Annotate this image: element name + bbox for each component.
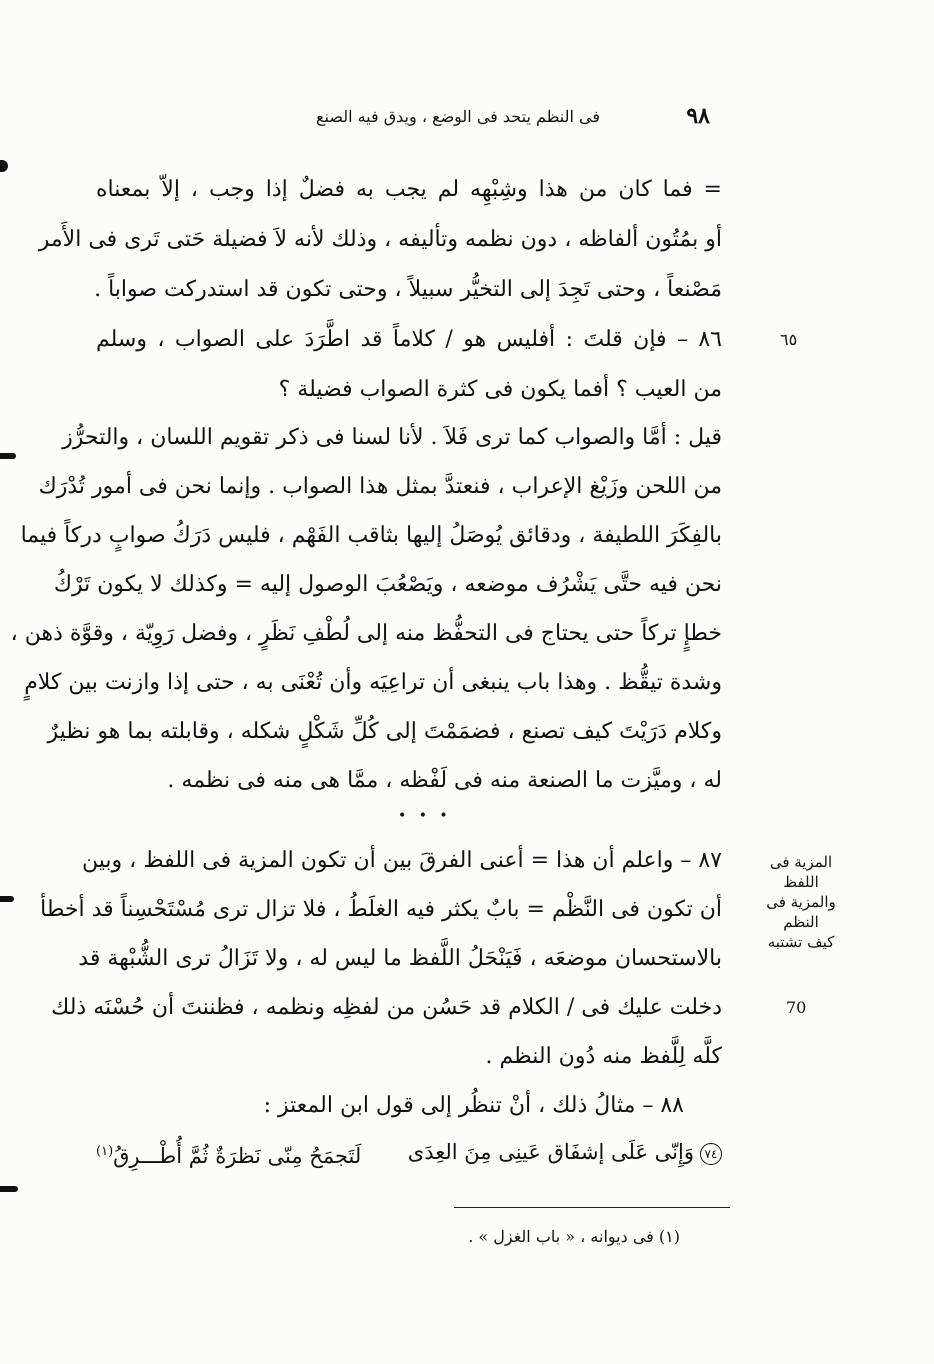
margin-line-number: ٦٥ [780, 330, 798, 349]
body-line: أن تكون فى النَّظْم = بابٌ يكثر فيه الغلَطُ ، فلا تزال ترى مُسْتَحْسِناً قد أخطأ [40, 897, 722, 922]
scan-mark [0, 896, 14, 902]
body-line: قيل : أمَّا والصواب كما ترى فَلاَ . لأنا لسنا فى ذكر تقويم اللسان ، والتحرُّز [62, 425, 722, 450]
scan-mark [0, 160, 8, 172]
body-line: من اللحن وزَيْغ الإعراب ، فنعتدَّ بمثل هذا الصواب . وإنما نحن فى أمور تُدْرَك [38, 474, 722, 499]
body-line: ٨٦ – فإن قلتَ : أفليس هو / كلاماً قد اطَّرَدَ على الصواب ، وسلم [96, 327, 722, 352]
body-line: كلَّه لِلَّفظ منه دُون النظم . [485, 1044, 722, 1069]
margin-side-note [756, 852, 846, 952]
body-line: دخلت عليك فى / الكلام قد حَسُن من لفظِه ونظمه ، فظننتَ أن حُسْنَه ذلك [51, 995, 722, 1020]
verse-right-hemistich [408, 1132, 722, 1172]
footnote: (١) فى ديوانه ، « باب الغزل » . [468, 1227, 680, 1246]
body-line: له ، وميَّزت ما الصنعة منه فى لَفْظه ، ممَّا هى منه فى نظمه . [167, 768, 722, 793]
body-line: وكلام دَرَيْتَ كيف تصنع ، فضمَمْتَ إلى كُلِّ شَكْلٍ شكله ، وقابلته بما هو نظيرٌ [47, 719, 722, 744]
verse-first-half: وَإِنّى عَلَى إشفَاق عَينِى مِنَ العِدَى [407, 1140, 694, 1164]
footnote-reference: (١) [96, 1144, 114, 1159]
footnote-rule [454, 1207, 730, 1208]
scan-mark [0, 1186, 18, 1192]
body-line: بالاستحسان موضعَه ، فَيَنْحَلُ اللَّفظ ما ليس له ، ولا تَزَالُ ترى الشُّبْهة قد [78, 946, 722, 971]
running-title: فى النظم يتحد فى الوضع ، ويدق فيه الصنع [315, 107, 600, 126]
body-line: = فما كان من هذا وشِبْهِه لم يجب به فضلٌ إذا وجب ، إلاّ بمعناه [96, 177, 722, 202]
body-line: نحن فيه حتَّى يَشْرُف موضعه ، ويَصْعُبَ الوصول إليه = وكذلك لا يكون تَرْكُ [53, 572, 722, 597]
body-line: بالفِكَرَ اللطيفة ، ودقائق يُوصَلُ إليها بثاقب الفَهْم ، فليس دَرَكُ صوابٍ دركاً فيما [20, 523, 722, 548]
verse-number: ٧٤ [700, 1143, 722, 1165]
body-line: من العيب ؟ أفما يكون فى كثرة الصواب فضيلة ؟ [278, 377, 722, 402]
side-note-line: كيف تشتبه [767, 933, 835, 951]
running-head [270, 103, 710, 133]
margin-line-number: 70 [786, 998, 807, 1017]
scan-mark [0, 453, 16, 459]
body-line: ٨٧ – واعلم أن هذا = أعنى الفرقَ بين أن تكون المزية فى اللفظ ، وبين [81, 848, 722, 873]
body-line: وشدة تيقُّظ . وهذا باب ينبغى أن تراعِيَه وأن تُعْنَى به ، حتى إذا وازنت بين كلامٍ [24, 670, 722, 695]
section-separator: • • • [398, 808, 452, 824]
body-line: مَصْنعاً ، وحتى تَجِدَ إلى التخيُّر سبيلاً ، وحتى تكون قد استدركت صواباً . [94, 277, 722, 302]
side-note-line: والمزية فى النظم [766, 893, 836, 931]
verse-second-half: لَتَجمَحُ مِنّى نَظرَةٌ ثُمَّ أُطْـــرِقُ [113, 1144, 362, 1168]
body-line: خطإٍ تركاً حتى يحتاج فى التحفُّظ منه إلى لُطْفِ نَظَرٍ ، وفضل رَوِيّة ، وقوَّة ذهن ، [10, 621, 722, 646]
page-number: ٩٨ [686, 103, 710, 129]
side-note-line: المزية فى اللفظ [769, 853, 833, 891]
body-line: أو بمُتُون ألفاظه ، دون نظمه وتأليفه ، وذلك لأنه لاَ فضيلة حَتى تَرى فى الأَمر [38, 227, 722, 252]
verse-left-hemistich [96, 1132, 361, 1172]
example-intro: ٨٨ – مثالُ ذلك ، أنْ تنظُر إلى قول ابن المعتز : [263, 1093, 684, 1118]
